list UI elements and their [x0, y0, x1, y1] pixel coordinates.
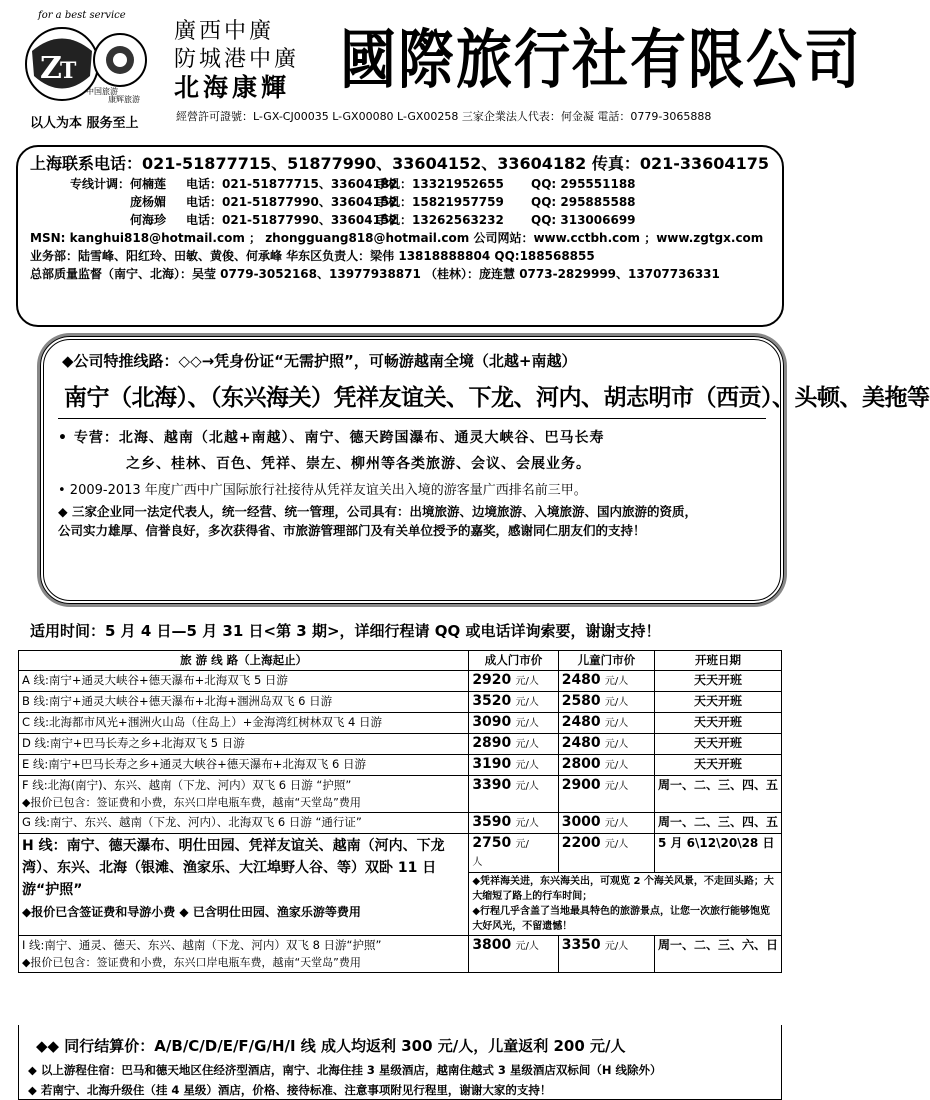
- company-name-2: 防城港中廣: [174, 47, 300, 72]
- company-logo: [22, 16, 162, 126]
- rebate-info: ◆◆ 同行结算价：A/B/C/D/E/F/G/H/I 线 成人均返利 300 元/人，儿童返利 200 元/人: [36, 1037, 626, 1055]
- table-row: C 线:北海都市风光+涠洲火山岛（住岛上）+金海湾红树林双飞 4 日游 3090 元/人 2480 元/人 天天开班: [19, 713, 782, 734]
- page-title: 國際旅行社有限公司: [340, 22, 862, 98]
- table-row: B 线:南宁+通灵大峡谷+德天瀑布+北海+涠洲岛双飞 6 日游 3520 元/人 2580 元/人 天天开班: [19, 692, 782, 713]
- planner-row: 何海珍 电话：021-51877990、33604152手机：13262563232 QQ: 313006699: [130, 213, 636, 227]
- table-row: I 线:南宁、通灵、德天、东兴、越南（下龙、河内）双飞 8 日游“护照” ◆报价已包含：签证费和小费，东兴口岸电瓶车费，越南“天堂岛”费用 3800 元/人 3350 元/人 周一、二、三、六、日: [19, 936, 782, 973]
- logo-slogan: for a best service: [38, 10, 126, 21]
- upgrade-info: ◆ 若南宁、北海升级住（挂 4 星级）酒店，价格、接待标准、注意事项附见行程里，谢谢大家的支持！: [28, 1083, 552, 1097]
- table-row: ◆凭祥海关进，东兴海关出，可观览 2 个海关风景，不走回头路；大大缩短了路上的行车时间； ◆行程几乎含盖了当地最具特色的旅游景点，让您一次旅行能够饱览大好风光，不留遗憾！: [19, 873, 782, 936]
- logo-motto: 以人为本 服务至上: [30, 116, 139, 131]
- table-header: 旅 游 线 路（上海起止） 成人门市价 儿童门市价 开班日期: [19, 651, 782, 671]
- company-name-3: 北海康輝: [174, 73, 291, 102]
- company-name-1: 廣西中廣: [174, 19, 275, 44]
- svg-text:Z: Z: [40, 51, 62, 86]
- divider: [58, 418, 766, 419]
- quality-supervision: 总部质量监督（南宁、北海）：吴莹 0779-3052168、13977938871 （桂林）：庞连慧 0773-2829999、13707736331: [30, 267, 720, 281]
- shanghai-phone: 上海联系电话：021-51877715、51877990、33604152、33604182 传真：021-33604175: [30, 154, 769, 173]
- company-names: [174, 18, 299, 102]
- promo-box: [40, 336, 930, 604]
- business-dept: 业务部：陆雪峰、阳红玲、田敏、黄俊、何承峰 华东区负责人：梁伟 13818888804 QQ:188568855: [30, 249, 595, 263]
- table-row: F 线:北海(南宁)、东兴、越南（下龙、河内）双飞 6 日游 “护照” ◆报价已包含：签证费和小费，东兴口岸电瓶车费，越南“天堂岛”费用 3390 元/人 2900 元/人 周一、二、三、四、五: [19, 776, 782, 813]
- business-scope: • 专营：北海、越南（北越+南越）、南宁、德天跨国瀑布、通灵大峡谷、巴马长寿 之乡、桂林、百色、凭祥、崇左、柳州等各类旅游、会议、会展业务。: [58, 430, 605, 472]
- ranking-note: • 2009-2013 年度广西中广国际旅行社接待从凭祥友谊关出入境的游客量广西排名前三甲。: [58, 483, 587, 498]
- logo-text-ztg: 中国旅游: [86, 87, 118, 96]
- contact-box: [16, 145, 784, 327]
- company-intro: ◆ 三家企业同一法定代表人，统一经营、统一管理，公司具有：出境旅游、边境旅游、入境旅游、国内旅游的资质， 公司实力雄厚、信誉良好，多次获得省、市旅游管理部门及有关单位授予的嘉奖，感谢同仁朋友们的支持！: [58, 504, 697, 538]
- planner-row: 专线计调：何楠莲 电话：021-51877715、33604182手机：13321952655 QQ: 295551188: [69, 177, 636, 191]
- price-table: [18, 650, 782, 973]
- table-row: H 线：南宁、德天瀑布、明仕田园、凭祥友谊关、越南（河内、下龙湾）、东兴、北海（银滩、渔家乐、大江埠野人谷、等）双卧 11 日游“护照” ◆报价已含签证费和导游小费 ◆ 已含明仕田园、渔家乐游等费用 2750 元/ 人 2200 元/人 5 月 6\12\20\28 日: [19, 834, 782, 873]
- validity-period: 适用时间：5 月 4 日—5 月 31 日<第 3 期>，详细行程请 QQ 或电话详询索要，谢谢支持！: [30, 622, 661, 640]
- promo-headline: ◆公司特推线路：◇◇→凭身份证“无需护照”，可畅游越南全境（北越+南越）: [62, 352, 577, 370]
- promo-destinations: 南宁（北海）、（东兴海关）凭祥友谊关、下龙、河内、胡志明市（西贡）、头顿、美拖等: [64, 384, 930, 411]
- logo-text-kh: 康辉旅游: [108, 95, 140, 104]
- hotel-info: ◆ 以上游程住宿：巴马和德天地区住经济型酒店，南宁、北海住挂 3 星级酒店，越南住越式 3 星级酒店双标间（H 线除外）: [28, 1063, 662, 1077]
- table-row: A 线:南宁+通灵大峡谷+德天瀑布+北海双飞 5 日游 2920 元/人 2480 元/人 天天开班: [19, 671, 782, 692]
- svg-text:T: T: [60, 58, 77, 84]
- license-info: 經營許可證號：L-GX-CJ00035 L-GX00080 L-GX00258 三家企業法人代表：何金凝 電話：0779-3065888: [176, 110, 712, 123]
- table-row: E 线:南宁+巴马长寿之乡+通灵大峡谷+德天瀑布+北海双飞 6 日游 3190 元/人 2800 元/人 天天开班: [19, 755, 782, 776]
- table-row: D 线:南宁+巴马长寿之乡+北海双飞 5 日游 2890 元/人 2480 元/人 天天开班: [19, 734, 782, 755]
- msn-website: MSN: kanghui818@hotmail.com ； zhongguang818@hotmail.com 公司网站：www.cctbh.com ；www.zgtgx.com: [30, 231, 764, 245]
- planner-row: 庞杨媚 电话：021-51877990、33604152手机：15821957759 QQ: 295885588: [130, 195, 636, 209]
- table-row: G 线:南宁、东兴、越南（下龙、河内）、北海双飞 6 日游 “通行证” 3590 元/人 3000 元/人 周一、二、三、四、五: [19, 813, 782, 834]
